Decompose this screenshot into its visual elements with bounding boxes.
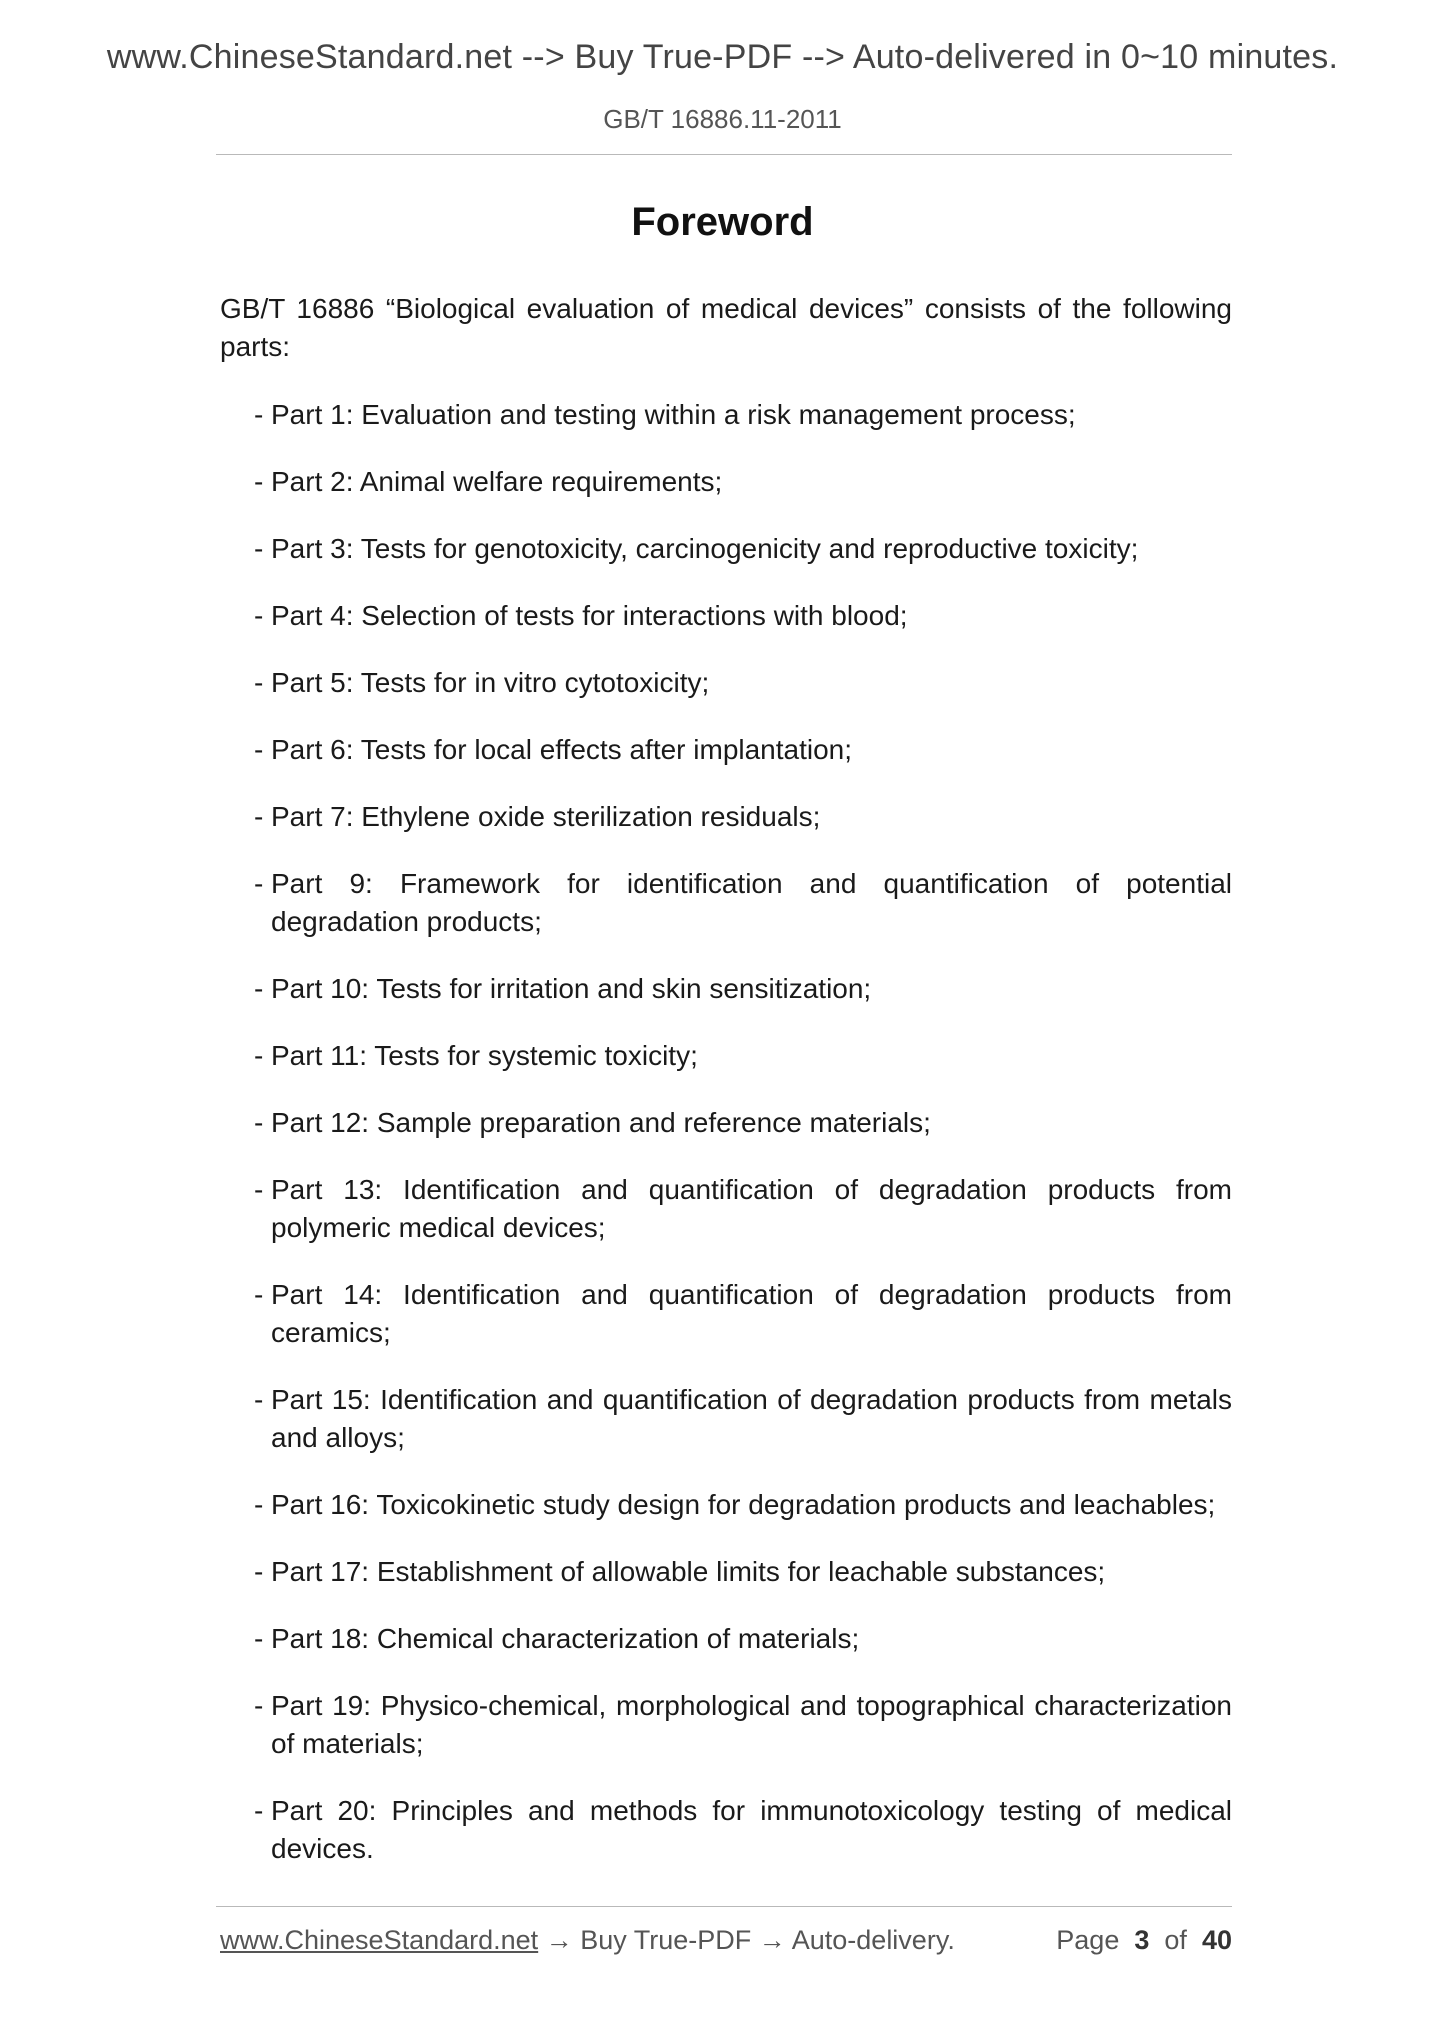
list-dash: - [254, 667, 264, 698]
list-dash: - [254, 734, 264, 765]
part-item [220, 597, 1232, 635]
part-item [220, 396, 1232, 434]
footer-left [220, 1925, 955, 1956]
list-dash: - [254, 1795, 264, 1826]
parts-list [220, 396, 1232, 1868]
part-text: Part 6: Tests for local effects after implantation; [271, 734, 853, 765]
part-item [220, 1620, 1232, 1658]
part-text: Part 17: Establishment of allowable limits for leachable substances; [271, 1556, 1106, 1587]
part-item [220, 1381, 1232, 1457]
list-dash: - [254, 1040, 264, 1071]
part-text: Part 1: Evaluation and testing within a risk management process; [271, 399, 1076, 430]
list-dash: - [254, 1623, 264, 1654]
list-dash: - [254, 1489, 264, 1520]
part-text: Part 7: Ethylene oxide sterilization residuals; [271, 801, 821, 832]
part-item [220, 463, 1232, 501]
part-text: Part 18: Chemical characterization of materials; [271, 1623, 860, 1654]
part-item [220, 1553, 1232, 1591]
page-title: Foreword [631, 200, 814, 244]
document-body [220, 290, 1232, 1897]
part-text: Part 2: Animal welfare requirements; [271, 466, 723, 497]
list-dash: - [254, 801, 264, 832]
part-item [220, 530, 1232, 568]
part-item [220, 664, 1232, 702]
list-dash: - [254, 1384, 264, 1415]
part-text: Part 10: Tests for irritation and skin sensitization; [271, 973, 872, 1004]
part-text: Part 3: Tests for genotoxicity, carcinogenicity and reproductive toxicity; [271, 533, 1139, 564]
list-dash: - [254, 1174, 264, 1205]
list-dash: - [254, 1556, 264, 1587]
part-item [220, 1687, 1232, 1763]
header-divider [216, 154, 1232, 155]
part-text: Part 13: Identification and quantification of degradation products from polymeric medical devices; [271, 1174, 1232, 1243]
page-number: 3 [1134, 1925, 1150, 1955]
part-text: Part 15: Identification and quantification of degradation products from metals and alloys; [271, 1384, 1232, 1453]
part-item [220, 1171, 1232, 1247]
part-item [220, 731, 1232, 769]
list-dash: - [254, 533, 264, 564]
part-text: Part 4: Selection of tests for interactions with blood; [271, 600, 908, 631]
part-text: Part 19: Physico-chemical, morphological and topographical characterization of materials; [271, 1690, 1232, 1759]
part-item [220, 1104, 1232, 1142]
page-counter [1056, 1925, 1232, 1956]
part-text: Part 16: Toxicokinetic study design for degradation products and leachables; [271, 1489, 1216, 1520]
part-item [220, 1276, 1232, 1352]
list-dash: - [254, 973, 264, 1004]
part-text: Part 11: Tests for systemic toxicity; [271, 1040, 698, 1071]
list-dash: - [254, 1107, 264, 1138]
list-dash: - [254, 600, 264, 631]
page-label: Page [1056, 1925, 1120, 1955]
part-item [220, 865, 1232, 941]
list-dash: - [254, 1279, 264, 1310]
footer-tagline: → Buy True-PDF → Auto-delivery. [538, 1925, 955, 1955]
part-item [220, 970, 1232, 1008]
part-text: Part 14: Identification and quantification of degradation products from ceramics; [271, 1279, 1232, 1348]
part-item [220, 1037, 1232, 1075]
list-dash: - [254, 399, 264, 430]
footer-divider [216, 1906, 1232, 1907]
intro-paragraph: GB/T 16886 “Biological evaluation of medical devices” consists of the following parts: [220, 293, 1232, 362]
of-label: of [1164, 1925, 1187, 1955]
part-text: Part 5: Tests for in vitro cytotoxicity; [271, 667, 710, 698]
document-code: GB/T 16886.11-2011 [603, 104, 842, 134]
total-pages: 40 [1201, 1925, 1232, 1955]
list-dash: - [254, 1690, 264, 1721]
part-text: Part 9: Framework for identification and quantification of potential degradation products; [271, 868, 1232, 937]
list-dash: - [254, 868, 264, 899]
list-dash: - [254, 466, 264, 497]
part-item [220, 1486, 1232, 1524]
part-item [220, 798, 1232, 836]
part-text: Part 12: Sample preparation and reference materials; [271, 1107, 931, 1138]
part-text: Part 20: Principles and methods for immunotoxicology testing of medical devices. [271, 1795, 1232, 1864]
footer-website-link[interactable]: www.ChineseStandard.net [220, 1925, 539, 1955]
part-item [220, 1792, 1232, 1868]
top-banner: www.ChineseStandard.net --> Buy True-PDF --> Auto-delivered in 0~10 minutes. [106, 38, 1339, 76]
